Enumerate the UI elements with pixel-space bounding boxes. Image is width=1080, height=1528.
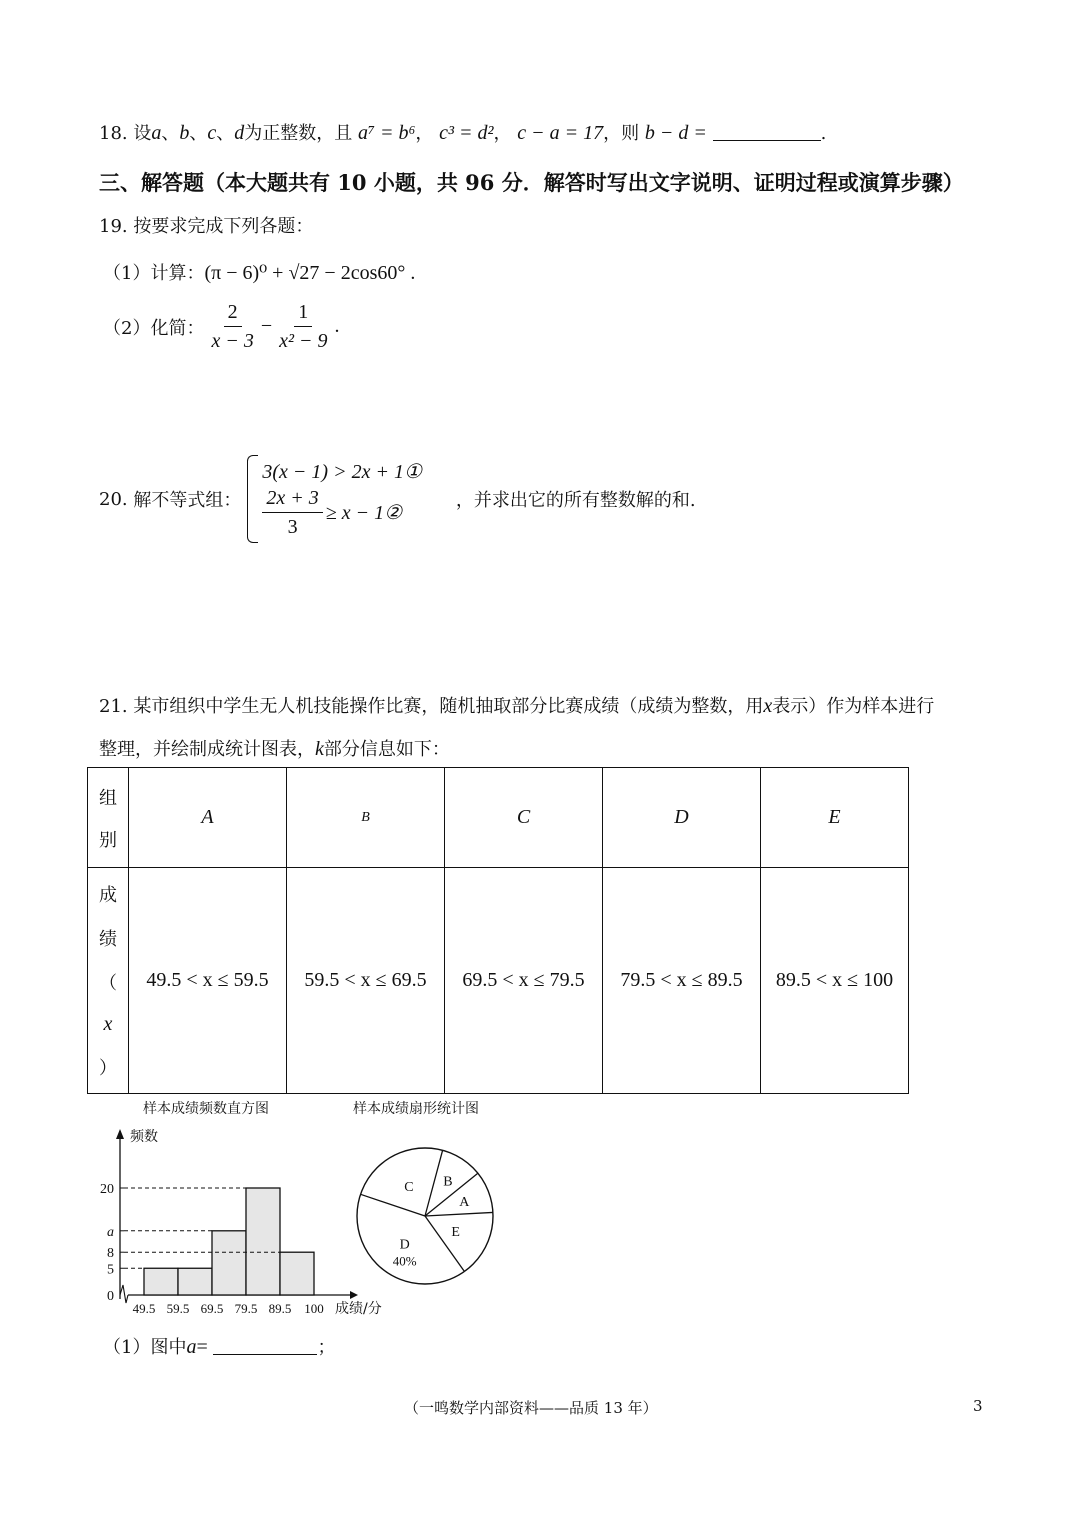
y-axis-label: 频数 xyxy=(130,1129,158,1145)
fraction: $\frac{2x + 3}{3}$ xyxy=(262,486,322,539)
page-number: 3 xyxy=(973,1397,983,1415)
question-21-line-2: 整理，并绘制成统计图表，k部分信息如下： xyxy=(99,738,450,760)
range-cell: 49.5 < x ≤ 59.5 xyxy=(129,868,287,1094)
question-number: 19. xyxy=(99,216,128,237)
y-axis-arrow xyxy=(116,1129,124,1139)
inequality-system: 3(x − 1) > 2x + 1① $\frac{2x + 3}{3}$ ≥ x − 1② xyxy=(262,461,422,538)
charts-figure xyxy=(95,1095,655,1325)
x-tick-label: 100 xyxy=(304,1301,324,1316)
question-21-part-1: （1）图中a= ； xyxy=(103,1336,336,1358)
footer-text: （一鸣数学内部资料——品质 13 年） xyxy=(404,1399,658,1417)
x-tick-label: 79.5 xyxy=(234,1301,258,1316)
table-row xyxy=(88,868,909,1094)
y-tick-label: 0 xyxy=(107,1289,114,1304)
table-row xyxy=(88,768,909,868)
system-brace xyxy=(247,455,258,543)
pie-percent-label: 40% xyxy=(392,1253,417,1269)
answer-blank[interactable] xyxy=(213,1334,317,1355)
group-cell: E xyxy=(761,768,909,868)
histogram-bar xyxy=(280,1252,314,1295)
x-tick-label: 49.5 xyxy=(132,1301,156,1316)
pie-slice-label: A xyxy=(459,1194,470,1210)
x-axis-label: 成绩/分 xyxy=(335,1301,382,1317)
pie-title: 样本成绩扇形统计图 xyxy=(353,1101,479,1117)
question-number: 20. xyxy=(99,488,128,510)
question-20: 20. 解不等式组： 3(x − 1) > 2x + 1① $\frac{2x + 3}{3}$ ≥ x − 1② ，并求出它的所有整数解的和. xyxy=(99,453,696,545)
group-cell: B xyxy=(287,768,445,868)
histogram-bar xyxy=(144,1268,178,1295)
range-cell: 69.5 < x ≤ 79.5 xyxy=(445,868,603,1094)
range-cell: 59.5 < x ≤ 69.5 xyxy=(287,868,445,1094)
x-axis-arrow xyxy=(350,1291,358,1299)
answer-blank[interactable] xyxy=(713,120,821,141)
pie-slice-label: D xyxy=(399,1237,410,1253)
question-number: 18. xyxy=(99,123,128,144)
question-19: 19. 按要求完成下列各题： xyxy=(99,216,314,237)
group-cell: D xyxy=(603,768,761,868)
pie-chart xyxy=(357,1148,493,1284)
question-number: 21. xyxy=(99,696,128,717)
histogram-bar xyxy=(178,1268,212,1295)
question-19-part-2: （2）化简： $\frac{2}{x - 3}$ − $\frac{1}{\text{x² − 9}}$ . xyxy=(103,301,340,352)
question-18: 18. 设a、b、c、d为正整数，且 a⁷ = b⁶， c³ = d²， c − a = 17，则 b − d = . xyxy=(99,122,827,144)
row-header: 成 绩 （ x ） xyxy=(88,868,129,1094)
pie-slice-label: C xyxy=(404,1180,414,1196)
fraction: $\frac{2}{x - 3}$ xyxy=(211,301,254,352)
y-tick-label: 5 xyxy=(107,1262,114,1278)
histogram-bar xyxy=(246,1188,280,1295)
row-header: 组 别 xyxy=(88,768,129,868)
y-tick-label: a xyxy=(107,1224,114,1240)
histogram-title: 样本成绩频数直方图 xyxy=(143,1101,269,1117)
range-cell: 89.5 < x ≤ 100 xyxy=(761,868,909,1094)
y-tick-label: 20 xyxy=(100,1182,114,1197)
histogram xyxy=(100,1128,382,1317)
pie-slice-label: E xyxy=(451,1224,460,1240)
range-cell: 79.5 < x ≤ 89.5 xyxy=(603,868,761,1094)
fraction: $\frac{1}{\text{x² − 9}}$ xyxy=(279,301,328,352)
axis-break xyxy=(120,1285,128,1303)
group-cell: A xyxy=(129,768,287,868)
x-tick-label: 59.5 xyxy=(166,1301,190,1316)
y-tick-label: 8 xyxy=(107,1246,114,1262)
x-tick-label: 89.5 xyxy=(268,1301,292,1316)
question-21-line-1: 21. 某市组织中学生无人机技能操作比赛，随机抽取部分比赛成绩（成绩为整数，用x表示）作为样本进行 xyxy=(99,695,935,717)
question-19-part-1: （1）计算：(π − 6)⁰ + √27 − 2cos60° . xyxy=(103,262,416,284)
group-cell: C xyxy=(445,768,603,868)
grade-table xyxy=(87,767,909,1094)
histogram-bar xyxy=(212,1231,246,1295)
section-heading: 三、解答题（本大题共有 10 小题，共 96 分．解答时写出文字说明、证明过程或演算步骤） xyxy=(99,170,964,195)
x-tick-label: 69.5 xyxy=(200,1301,224,1316)
pie-slice-label: B xyxy=(443,1174,453,1190)
